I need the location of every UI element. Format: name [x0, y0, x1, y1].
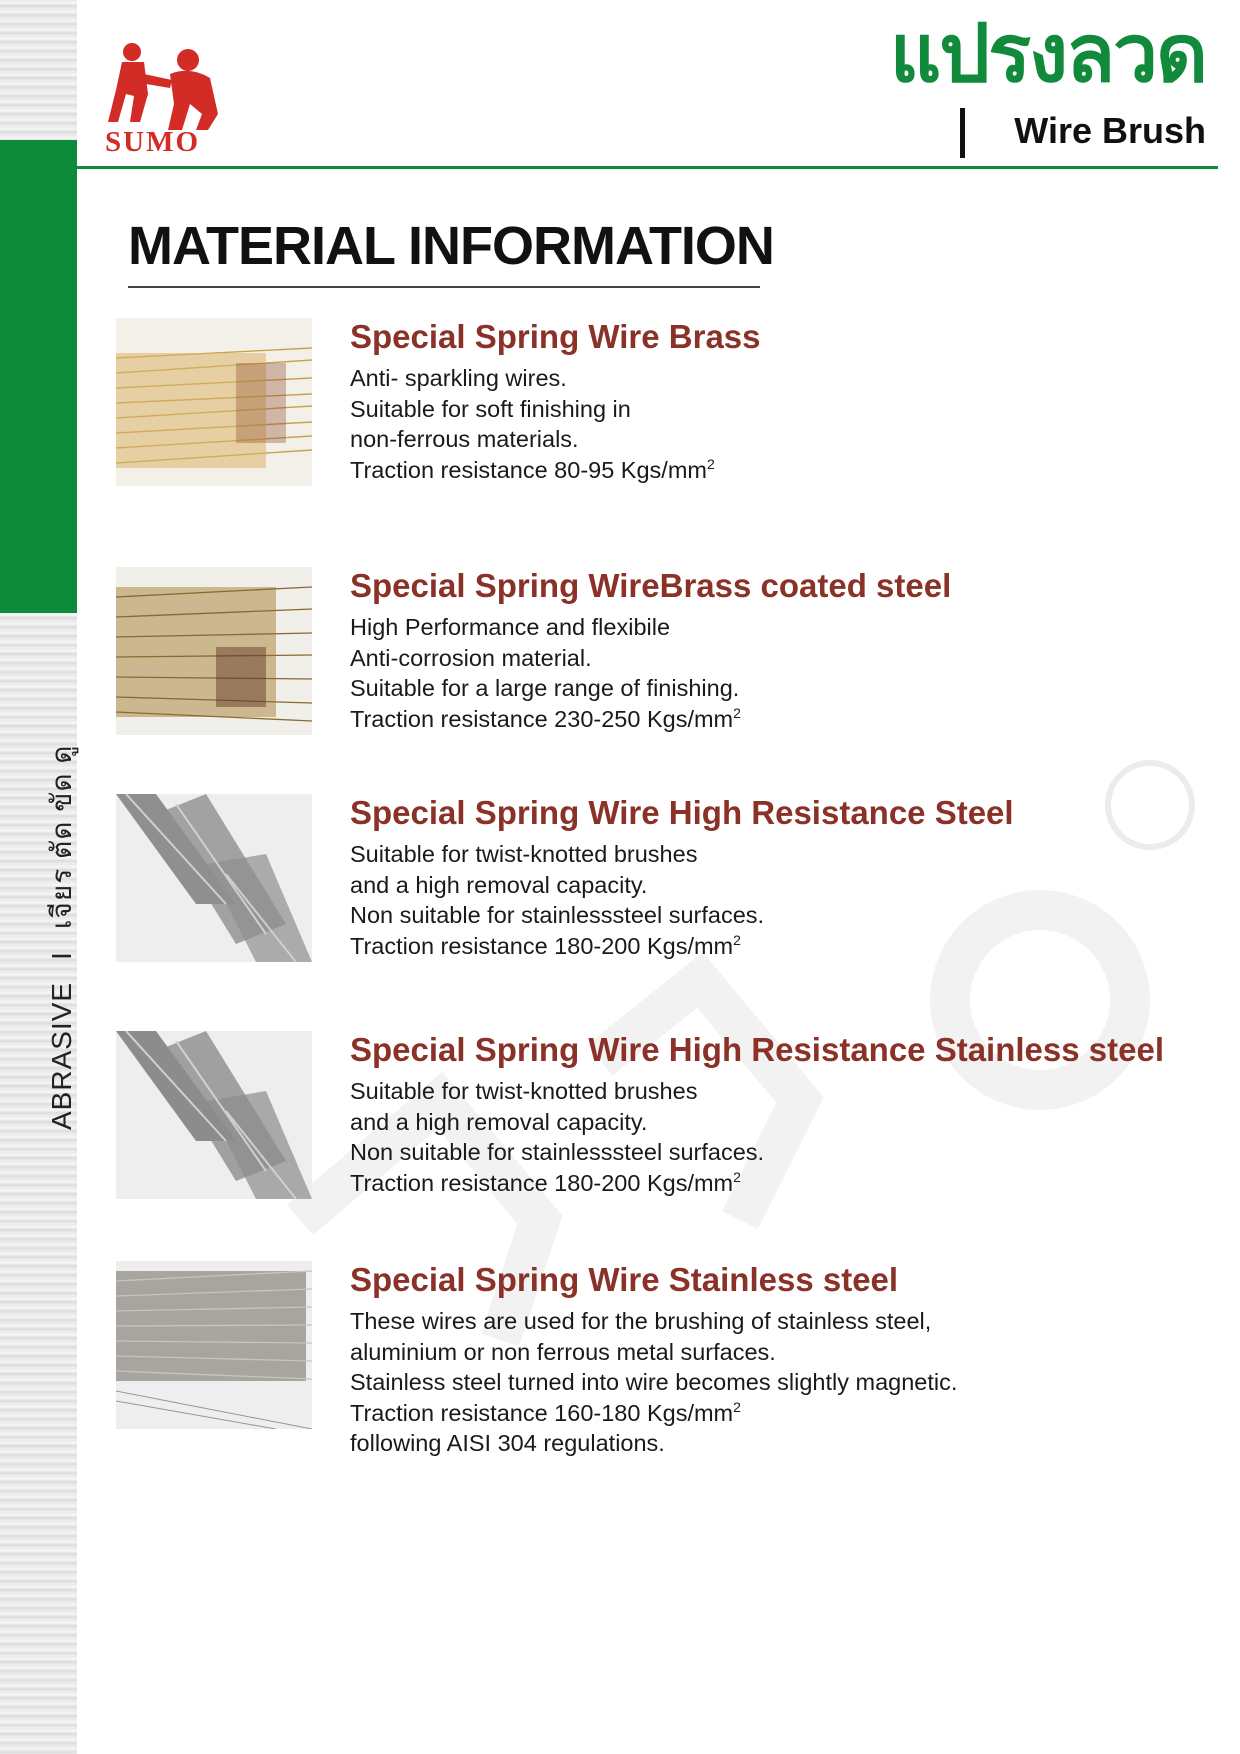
traction-text: Traction resistance 180-200 Kgs/mm: [350, 1169, 734, 1196]
description-line: following AISI 304 regulations.: [350, 1430, 665, 1456]
description-line: Stainless steel turned into wire becomes slightly magnetic.: [350, 1369, 958, 1395]
page-subtitle: Wire Brush: [1014, 110, 1206, 151]
brass-coated-steel-wire-photo: [116, 567, 312, 735]
material-description: [350, 612, 741, 734]
material-description: [350, 1076, 764, 1198]
description-line: Suitable for a large range of finishing.: [350, 675, 740, 701]
sidebar-category-label: [40, 745, 84, 1130]
twisted-stainless-wire-photo: [116, 1031, 312, 1199]
material-name: Special Spring Wire Brass: [350, 318, 761, 355]
material-description: [350, 363, 715, 485]
traction-line: [350, 931, 764, 962]
description-line: Suitable for twist-knotted brushes: [350, 841, 698, 867]
traction-text: Traction resistance 230-250 Kgs/mm: [350, 705, 734, 732]
traction-line: [350, 455, 715, 486]
section-title: MATERIAL INFORMATION: [128, 216, 774, 276]
material-name: Special Spring WireBrass coated steel: [350, 567, 952, 604]
material-description: [350, 839, 764, 961]
description-line: Anti- sparkling wires.: [350, 365, 567, 391]
description-line: aluminium or non ferrous metal surfaces.: [350, 1338, 776, 1365]
header-rule: [77, 166, 1218, 169]
material-name: Special Spring Wire High Resistance Steel: [350, 794, 1014, 831]
logo-wordmark: SUMO: [105, 126, 200, 158]
traction-line: [350, 1168, 764, 1199]
description-line: High Performance and flexibile: [350, 614, 671, 640]
superscript: 2: [733, 1168, 741, 1185]
side-green-band: [0, 140, 77, 613]
description-line: Non suitable for stainlesssteel surfaces.: [350, 902, 765, 928]
description-line: Suitable for soft finishing in: [350, 395, 631, 422]
description-line: Suitable for twist-knotted brushes: [350, 1078, 698, 1104]
material-name: Special Spring Wire High Resistance Stainless steel: [350, 1031, 1164, 1068]
description-line: Anti-corrosion material.: [350, 644, 592, 671]
traction-text: Traction resistance 160-180 Kgs/mm: [350, 1399, 734, 1426]
traction-text: Traction resistance 180-200 Kgs/mm: [350, 932, 734, 959]
section-rule: [128, 286, 760, 288]
description-line: Non suitable for stainlesssteel surfaces.: [350, 1139, 765, 1165]
material-name: Special Spring Wire Stainless steel: [350, 1261, 899, 1298]
stainless-wire-photo: [116, 1261, 312, 1429]
description-line: and a high removal capacity.: [350, 1108, 648, 1135]
traction-text: Traction resistance 80-95 Kgs/mm: [350, 456, 707, 483]
twisted-steel-wire-photo: [116, 794, 312, 962]
sidebar-category: ABRASIVE: [46, 981, 77, 1130]
page-title-thai: แปรงลวด: [889, 9, 1206, 98]
superscript: 2: [733, 931, 741, 948]
description-line: These wires are used for the brushing of stainless steel,: [350, 1308, 932, 1334]
superscript: 2: [733, 704, 741, 721]
traction-line: [350, 704, 741, 735]
description-line: and a high removal capacity.: [350, 871, 648, 898]
brass-wire-photo: [116, 318, 312, 486]
traction-line: [350, 1398, 957, 1429]
material-description: [350, 1306, 957, 1459]
title-divider: [960, 108, 965, 158]
superscript: 2: [707, 455, 715, 472]
sidebar-thai-terms: เจียร ตัด ขัด ดู: [46, 744, 77, 930]
description-line: non-ferrous materials.: [350, 426, 579, 452]
superscript: 2: [733, 1398, 741, 1415]
sidebar-separator: I: [46, 951, 77, 960]
